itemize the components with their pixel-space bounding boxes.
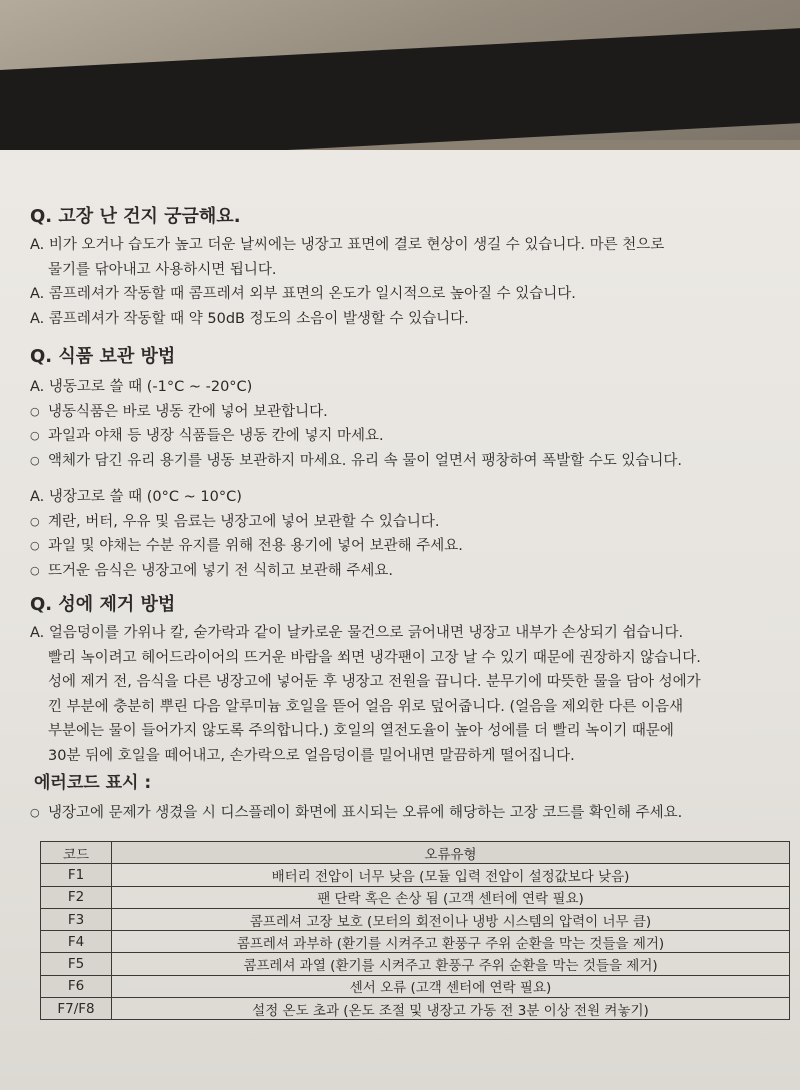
error-description-cell: 팬 단락 혹은 손상 됨 (고객 센터에 연락 필요): [112, 886, 790, 908]
error-description-cell: 콤프레셔 과열 (환기를 시켜주고 환풍구 주위 순환을 막는 것들을 제거): [112, 953, 790, 975]
ring-bullet-icon: ○: [30, 514, 40, 528]
error-code-cell: F1: [41, 864, 112, 886]
table-row: [41, 886, 790, 908]
error-description-cell: 배터리 전압이 너무 낮음 (모듈 입력 전압이 설정값보다 낮음): [112, 864, 790, 886]
error-code-cell: F4: [41, 931, 112, 953]
answer-line: A. 비가 오거나 습도가 높고 더운 날씨에는 냉장고 표면에 결로 현상이 생길 수 있습니다. 마른 천으로: [30, 237, 665, 253]
column-header-error-type: 오류유형: [112, 842, 790, 864]
error-code-cell: F6: [41, 975, 112, 997]
ring-bullet-icon: ○: [30, 563, 40, 577]
bullet-item: ○ 뜨거운 음식은 냉장고에 넣기 전 식히고 보관해 주세요.: [30, 559, 790, 584]
table-row: [41, 975, 790, 997]
answer-line: 물기를 닦아내고 사용하시면 됩니다.: [48, 261, 277, 278]
answer-header: A. 냉장고로 쓸 때 (0°C ~ 10°C): [30, 489, 242, 505]
error-code-title: 에러코드 표시 :: [34, 773, 152, 793]
ring-bullet-icon: ○: [30, 453, 40, 467]
answer-line: 성에 제거 전, 음식을 다른 냉장고에 넣어둔 후 냉장고 전원을 끕니다. 분무기에 따뜻한 물을 담아 성에가: [48, 674, 701, 690]
faq-item-food-storage: [30, 345, 790, 583]
table-row: [41, 908, 790, 930]
bullet-item: ○ 냉동식품은 바로 냉동 칸에 넣어 보관합니다.: [30, 400, 790, 425]
faq-section: [30, 205, 790, 776]
bullet-item: ○ 과일과 야채 등 냉장 식품들은 냉동 칸에 넣지 마세요.: [30, 424, 790, 449]
ring-bullet-icon: ○: [30, 429, 40, 442]
answer-line: A. 콤프레셔가 작동할 때 약 50dB 정도의 소음이 발생할 수 있습니다.: [30, 310, 469, 327]
error-code-table: [40, 841, 790, 1020]
column-header-code: 코드: [41, 842, 112, 864]
table-row: [41, 864, 790, 886]
table-row: [41, 953, 790, 975]
error-code-cell: F5: [41, 953, 112, 975]
question-title: Q. 고장 난 건지 궁금해요.: [30, 206, 241, 227]
table-row: [41, 998, 790, 1020]
error-description-cell: 센서 오류 (고객 센터에 연락 필요): [112, 975, 790, 997]
ring-bullet-icon: ○: [30, 539, 40, 552]
ring-bullet-icon: ○: [30, 806, 40, 819]
error-code-cell: F2: [41, 886, 112, 908]
answer-line: A. 콤프레셔가 작동할 때 콤프레셔 외부 표면의 온도가 일시적으로 높아질 수 있습니다.: [30, 286, 576, 302]
error-description-cell: 콤프레셔 고장 보호 (모터의 회전이나 냉방 시스템의 압력이 너무 큼): [112, 908, 790, 930]
answer-line: 부분에는 물이 들어가지 않도록 주의합니다.) 호일의 열전도율이 높아 성에를 더 빨리 녹이기 때문에: [48, 723, 674, 739]
ring-bullet-icon: ○: [30, 404, 40, 418]
answer-line: 낀 부분에 충분히 뿌린 다음 알루미늄 호일을 뜯어 얼음 위로 덮어줍니다. (얼음을 제외한 다른 이음새: [48, 698, 684, 715]
answer-header: A. 냉동고로 쓸 때 (-1°C ~ -20°C): [30, 379, 253, 395]
error-description-cell: 설정 온도 초과 (온도 조절 및 냉장고 가동 전 3분 이상 전원 켜놓기): [112, 998, 790, 1020]
error-code-section: [30, 768, 790, 826]
bullet-item: ○ 액체가 담긴 유리 용기를 냉동 보관하지 마세요. 유리 속 물이 얼면서 팽창하여 폭발할 수도 있습니다.: [30, 449, 790, 474]
question-title: Q. 식품 보관 방법: [30, 346, 176, 367]
faq-item-malfunction: [30, 205, 790, 331]
faq-item-defrost: [30, 593, 790, 768]
error-code-note: ○ 냉장고에 문제가 생겼을 시 디스플레이 화면에 표시되는 오류에 해당하는 고장 코드를 확인해 주세요.: [30, 801, 790, 826]
error-code-cell: F3: [41, 908, 112, 930]
error-description-cell: 콤프레셔 과부하 (환기를 시켜주고 환풍구 주위 순환을 막는 것들을 제거): [112, 931, 790, 953]
table-header-row: [41, 842, 790, 864]
answer-line: 30분 뒤에 호일을 떼어내고, 손가락으로 얼음덩이를 밀어내면 말끔하게 떨어집니다.: [48, 747, 575, 764]
answer-line: A. 얼음덩이를 가위나 칼, 숟가락과 같이 날카로운 물건으로 긁어내면 냉장고 내부가 손상되기 쉽습니다.: [30, 625, 684, 641]
answer-line: 빨리 녹이려고 헤어드라이어의 뜨거운 바람을 쐬면 냉각팬이 고장 날 수 있기 때문에 권장하지 않습니다.: [48, 649, 701, 666]
table-row: [41, 931, 790, 953]
bullet-item: ○ 과일 및 야채는 수분 유지를 위해 전용 용기에 넣어 보관해 주세요.: [30, 534, 790, 559]
error-code-cell: F7/F8: [41, 998, 112, 1020]
bullet-item: ○ 계란, 버터, 우유 및 음료는 냉장고에 넣어 보관할 수 있습니다.: [30, 510, 790, 535]
question-title: Q. 성에 제거 방법: [30, 594, 176, 615]
